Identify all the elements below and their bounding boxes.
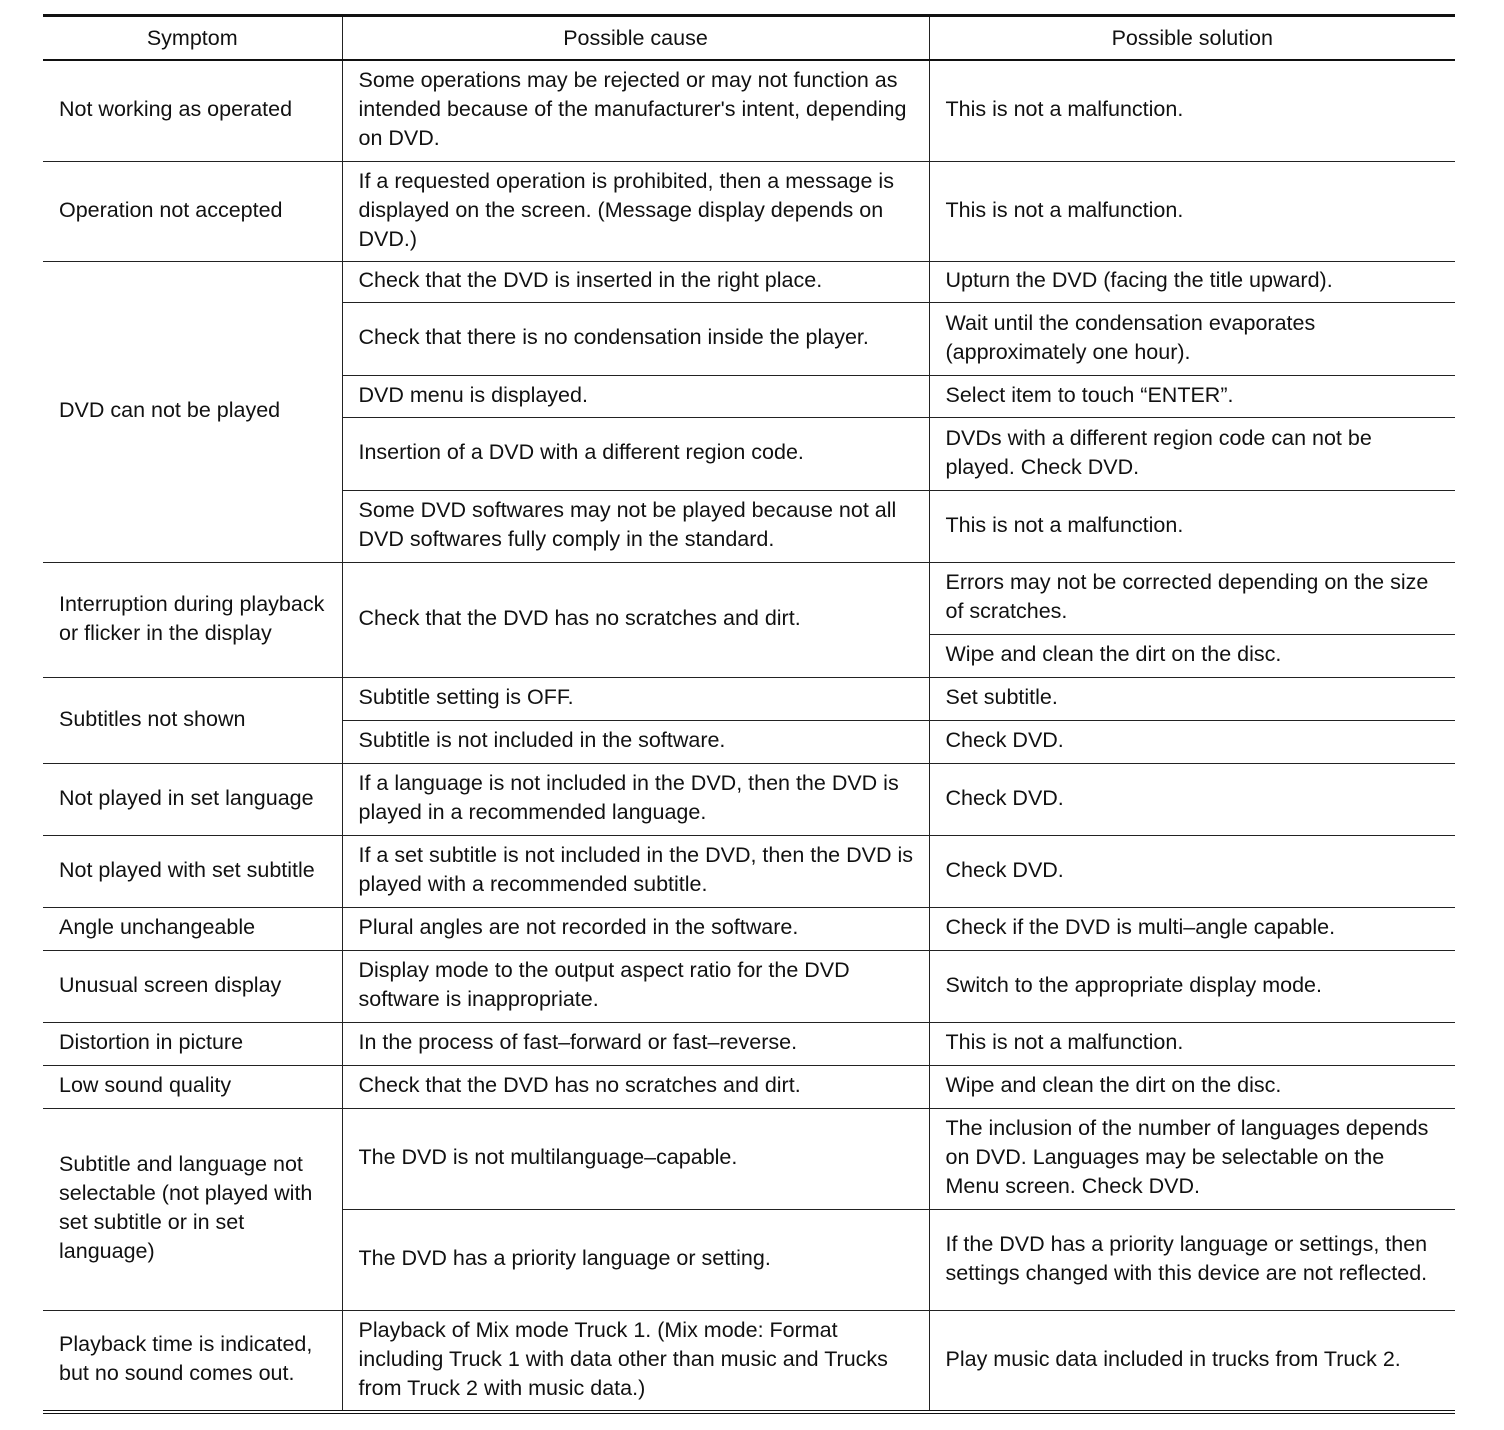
cause-cell: Insertion of a DVD with a different region code. bbox=[342, 417, 929, 490]
table-row bbox=[43, 1108, 1455, 1209]
cause-cell: If a set subtitle is not included in the DVD, then the DVD is played with a recommended subtitle. bbox=[342, 835, 929, 907]
solution-cell: DVDs with a different region code can not be played. Check DVD. bbox=[929, 417, 1455, 490]
cause-cell: Check that the DVD has no scratches and dirt. bbox=[342, 1065, 929, 1108]
troubleshooting-sheet bbox=[43, 14, 1455, 1414]
symptom-cell: Angle unchangeable bbox=[43, 907, 342, 950]
symptom-cell: Operation not accepted bbox=[43, 161, 342, 261]
table-row bbox=[43, 261, 1455, 302]
solution-cell: Switch to the appropriate display mode. bbox=[929, 950, 1455, 1022]
table-row bbox=[43, 1310, 1455, 1410]
solution-cell: Check DVD. bbox=[929, 720, 1455, 763]
symptom-cell: Interruption during playback or flicker in the display bbox=[43, 562, 342, 677]
symptom-cell: Low sound quality bbox=[43, 1065, 342, 1108]
cause-cell: Some operations may be rejected or may not function as intended because of the manufacturer's intent, depending on DVD. bbox=[342, 60, 929, 161]
cause-cell: Display mode to the output aspect ratio for the DVD software is inappropriate. bbox=[342, 950, 929, 1022]
table-row bbox=[43, 677, 1455, 720]
solution-cell: This is not a malfunction. bbox=[929, 490, 1455, 562]
symptom-cell: Not played with set subtitle bbox=[43, 835, 342, 907]
cause-cell: Playback of Mix mode Truck 1. (Mix mode: Format including Truck 1 with data other than music and Trucks from Truck 2 with music data.) bbox=[342, 1310, 929, 1410]
solution-cell: The inclusion of the number of languages depends on DVD. Languages may be selectable on the Menu screen. Check DVD. bbox=[929, 1108, 1455, 1209]
solution-cell: If the DVD has a priority language or settings, then settings changed with this device are not reflected. bbox=[929, 1209, 1455, 1310]
cause-cell: In the process of fast–forward or fast–reverse. bbox=[342, 1022, 929, 1065]
table-row bbox=[43, 763, 1455, 835]
table-row bbox=[43, 1065, 1455, 1108]
solution-cell: Check DVD. bbox=[929, 835, 1455, 907]
cause-cell: Plural angles are not recorded in the software. bbox=[342, 907, 929, 950]
bottom-rule bbox=[43, 1410, 1455, 1414]
symptom-cell: Unusual screen display bbox=[43, 950, 342, 1022]
symptom-cell: Not working as operated bbox=[43, 60, 342, 161]
cause-cell: Check that the DVD is inserted in the right place. bbox=[342, 261, 929, 302]
symptom-cell: DVD can not be played bbox=[43, 261, 342, 562]
cause-cell: Subtitle setting is OFF. bbox=[342, 677, 929, 720]
troubleshooting-table bbox=[43, 14, 1455, 1410]
solution-cell: This is not a malfunction. bbox=[929, 60, 1455, 161]
table-row bbox=[43, 60, 1455, 161]
header-row bbox=[43, 16, 1455, 61]
cause-cell: If a language is not included in the DVD, then the DVD is played in a recommended language. bbox=[342, 763, 929, 835]
cause-cell: The DVD has a priority language or setting. bbox=[342, 1209, 929, 1310]
table-row bbox=[43, 562, 1455, 634]
solution-cell: Select item to touch “ENTER”. bbox=[929, 375, 1455, 417]
symptom-cell: Subtitles not shown bbox=[43, 677, 342, 763]
solution-cell: Play music data included in trucks from Truck 2. bbox=[929, 1310, 1455, 1410]
table-row bbox=[43, 907, 1455, 950]
table-row bbox=[43, 1022, 1455, 1065]
header-symptom: Symptom bbox=[43, 16, 342, 61]
solution-cell: Wait until the condensation evaporates (approximately one hour). bbox=[929, 302, 1455, 375]
cause-cell: The DVD is not multilanguage–capable. bbox=[342, 1108, 929, 1209]
solution-cell: Wipe and clean the dirt on the disc. bbox=[929, 1065, 1455, 1108]
solution-cell: Check DVD. bbox=[929, 763, 1455, 835]
table-body bbox=[43, 60, 1455, 1410]
header-possible-solution: Possible solution bbox=[929, 16, 1455, 61]
cause-cell: Check that there is no condensation inside the player. bbox=[342, 302, 929, 375]
solution-cell: Errors may not be corrected depending on the size of scratches. bbox=[929, 562, 1455, 634]
solution-cell: Check if the DVD is multi–angle capable. bbox=[929, 907, 1455, 950]
solution-cell: Set subtitle. bbox=[929, 677, 1455, 720]
cause-cell: Some DVD softwares may not be played because not all DVD softwares fully comply in the standard. bbox=[342, 490, 929, 562]
table-row bbox=[43, 950, 1455, 1022]
cause-cell: Subtitle is not included in the software. bbox=[342, 720, 929, 763]
solution-cell: This is not a malfunction. bbox=[929, 161, 1455, 261]
table-row bbox=[43, 161, 1455, 261]
header-possible-cause: Possible cause bbox=[342, 16, 929, 61]
cause-cell: If a requested operation is prohibited, then a message is displayed on the screen. (Message display depends on DVD.) bbox=[342, 161, 929, 261]
cause-cell: Check that the DVD has no scratches and dirt. bbox=[342, 562, 929, 677]
cause-cell: DVD menu is displayed. bbox=[342, 375, 929, 417]
symptom-cell: Not played in set language bbox=[43, 763, 342, 835]
symptom-cell: Subtitle and language not selectable (not played with set subtitle or in set language) bbox=[43, 1108, 342, 1310]
solution-cell: Upturn the DVD (facing the title upward). bbox=[929, 261, 1455, 302]
solution-cell: Wipe and clean the dirt on the disc. bbox=[929, 634, 1455, 677]
solution-cell: This is not a malfunction. bbox=[929, 1022, 1455, 1065]
table-row bbox=[43, 835, 1455, 907]
symptom-cell: Distortion in picture bbox=[43, 1022, 342, 1065]
symptom-cell: Playback time is indicated, but no sound comes out. bbox=[59, 1332, 313, 1386]
